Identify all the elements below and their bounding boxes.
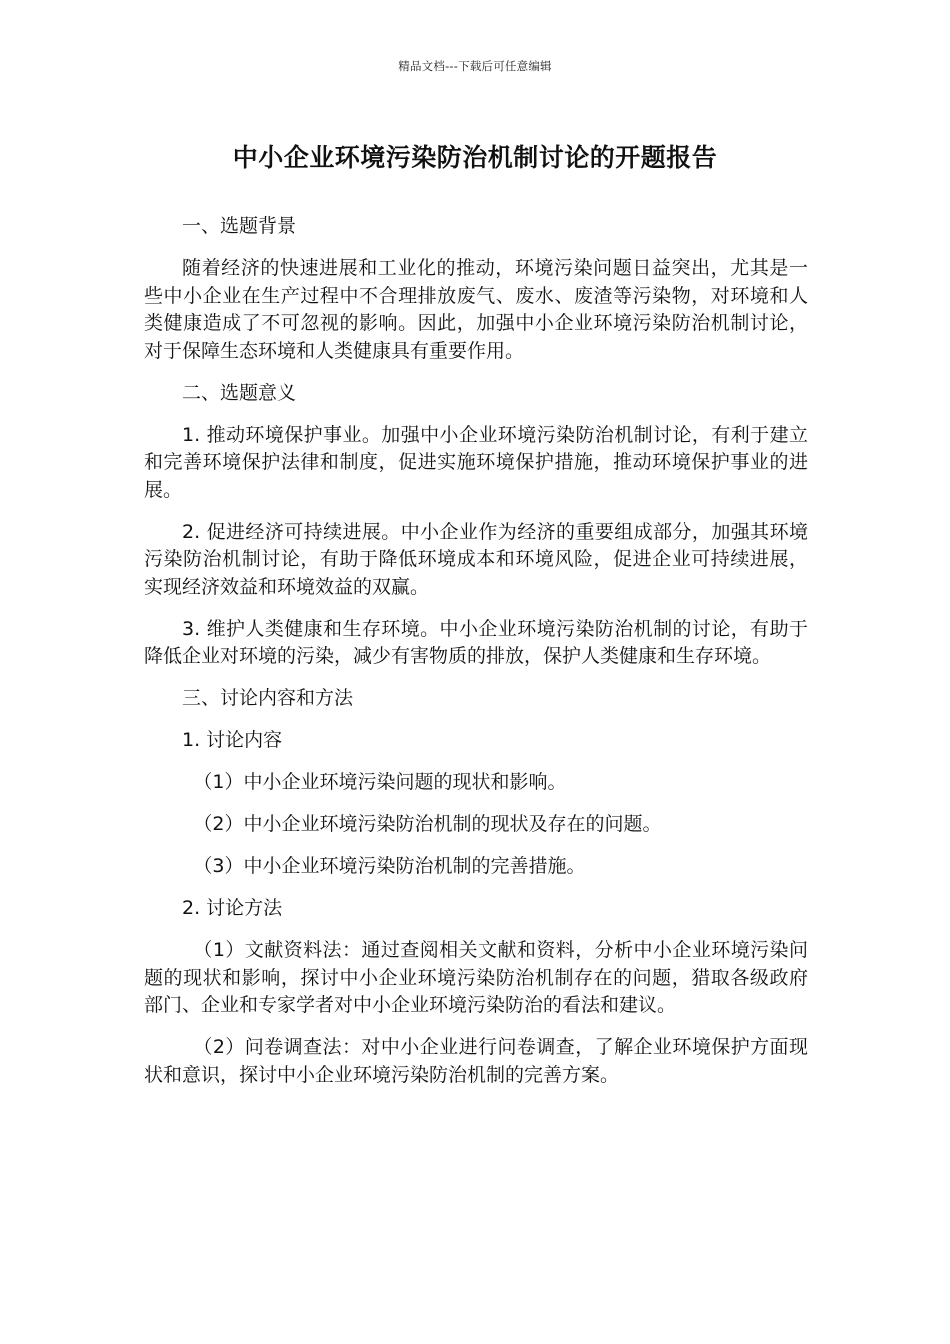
document-body — [144, 213, 808, 1104]
section-heading-significance: 二、选题意义 — [182, 381, 297, 404]
document-title: 中小企业环境污染防治机制讨论的开题报告 — [232, 143, 718, 172]
paragraph-significance-3: 3. 维护人类健康和生存环境。中小企业环境污染防治机制的讨论，有助于降低企业对环境的污染，减少有害物质的排放，保护人类健康和生存环境。 — [144, 617, 808, 667]
paragraph-background: 随着经济的快速进展和工业化的推动，环境污染问题日益突出，尤其是一些中小企业在生产过程中不合理排放废气、废水、废渣等污染物，对环境和人类健康造成了不可忽视的影响。因此，加强中小企业环境污染防治机制讨论，对于保障生态环境和人类健康具有重要作用。 — [144, 257, 808, 362]
method-item-1: （1）文献资料法：通过查阅相关文献和资料，分析中小企业环境污染问题的现状和影响，探讨中小企业环境污染防治机制存在的问题，猎取各级政府部门、企业和专家学者对中小企业环境污染防治的看法和建议。 — [144, 939, 808, 1016]
content-item-3: （3）中小企业环境污染防治机制的完善措施。 — [193, 855, 586, 877]
page-header: 精品文档---下载后可任意编辑 — [398, 59, 552, 73]
subheading-methods: 2. 讨论方法 — [182, 897, 283, 919]
paragraph-significance-2: 2. 促进经济可持续进展。中小企业作为经济的重要组成部分，加强其环境污染防治机制讨论，有助于降低环境成本和环境风险，促进企业可持续进展，实现经济效益和环境效益的双赢。 — [144, 520, 808, 598]
subheading-content: 1. 讨论内容 — [182, 729, 283, 751]
content-item-2: （2）中小企业环境污染防治机制的现状及存在的问题。 — [193, 813, 662, 835]
content-item-1: （1）中小企业环境污染问题的现状和影响。 — [193, 771, 567, 793]
paragraph-significance-1: 1. 推动环境保护事业。加强中小企业环境污染防治机制讨论，有利于建立和完善环境保护法律和制度，促进实施环境保护措施，推动环境保护事业的进展。 — [144, 423, 808, 501]
section-heading-content-methods: 三、讨论内容和方法 — [182, 687, 354, 709]
method-item-2: （2）问卷调查法：对中小企业进行问卷调查，了解企业环境保护方面现状和意识，探讨中小企业环境污染防治机制的完善方案。 — [144, 1036, 808, 1086]
section-heading-background: 一、选题背景 — [182, 215, 297, 237]
